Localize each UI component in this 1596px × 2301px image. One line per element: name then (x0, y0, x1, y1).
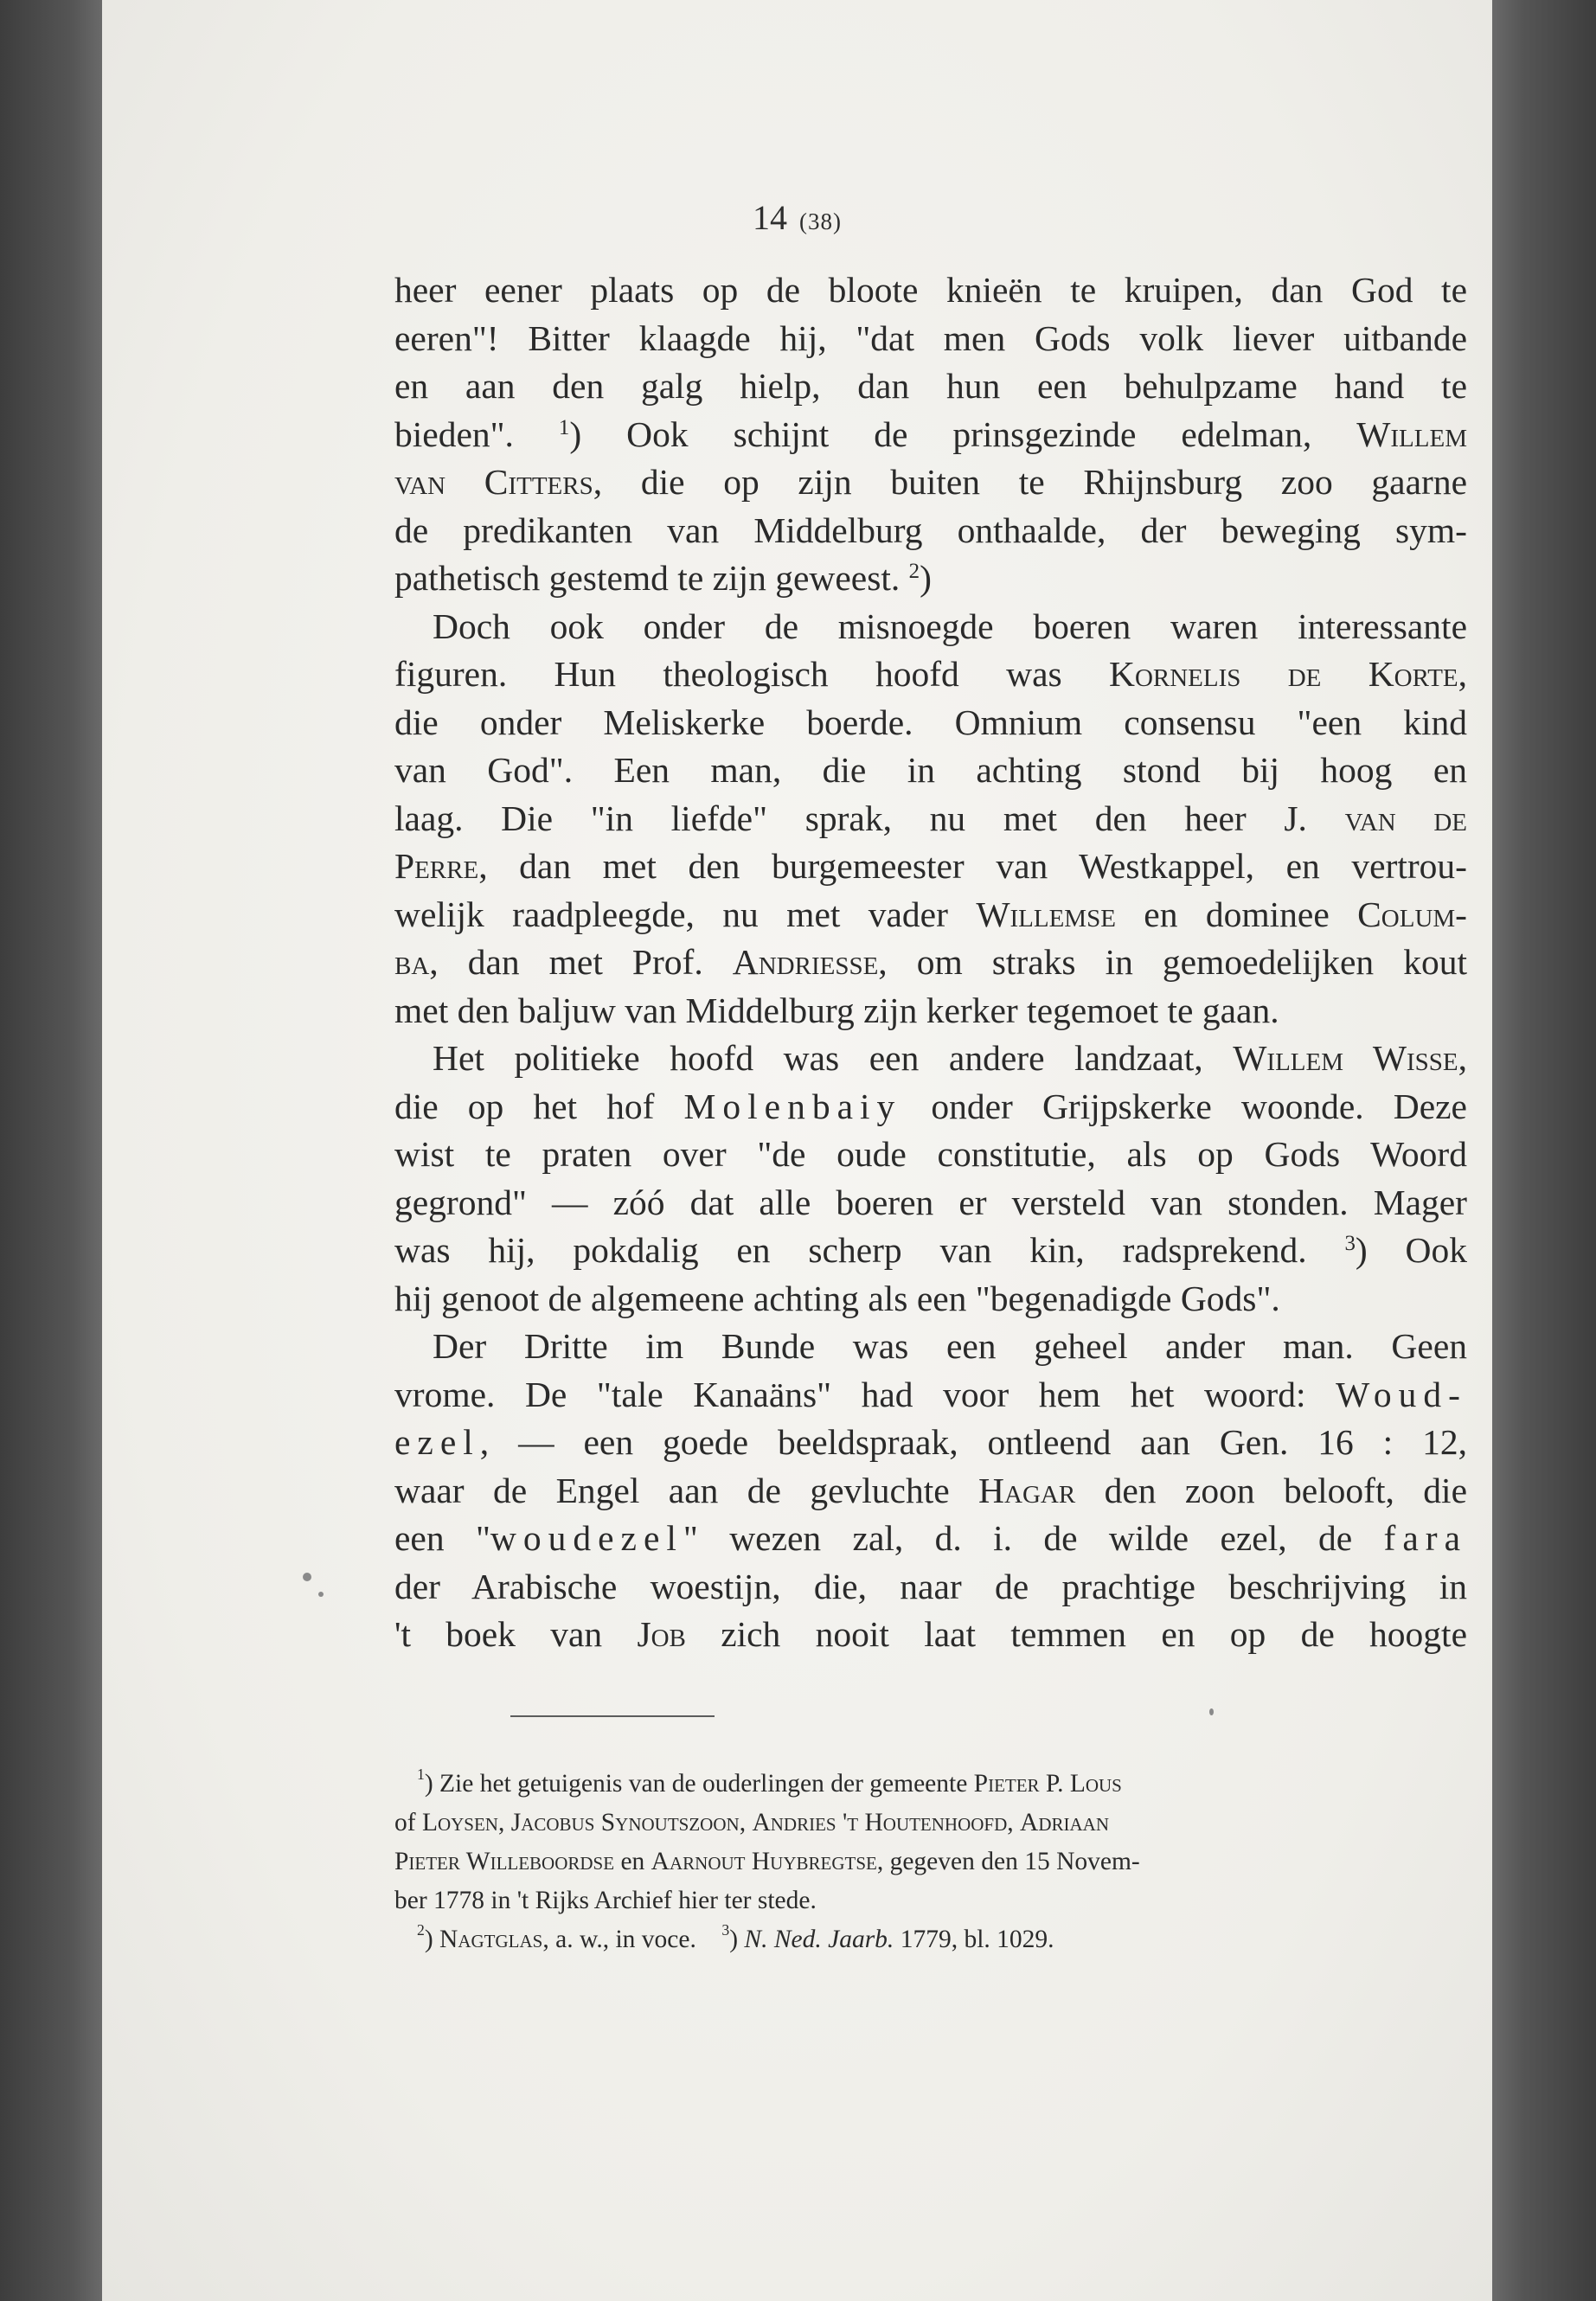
text-line: met den baljuw van Middelburg zijn kerker tegemoet te gaan. (394, 990, 1279, 1030)
text-segment: of (394, 1809, 422, 1836)
footnote-1-line (394, 1804, 1467, 1843)
text-segment: waar de Engel aan de gevluchte (394, 1470, 979, 1510)
footnote-marker: 1 (417, 1766, 425, 1783)
text-segment: laag. Die "in liefde" sprak, nu met den heer J. (394, 798, 1345, 838)
text-line (394, 651, 1467, 699)
person-name: Colum- (1357, 894, 1467, 934)
spaced-word: fara (1383, 1518, 1467, 1558)
text-line: de predikanten van Middelburg onthaalde, der beweging sym- (394, 510, 1467, 550)
text-segment: en dominee (1115, 894, 1358, 934)
text-segment: Het politieke hoofd was een andere landzaat, (433, 1038, 1234, 1078)
text-segment: zich nooit laat temmen en op de hoogte (685, 1614, 1467, 1654)
body-text (394, 266, 1467, 1659)
text-segment: , (1458, 1038, 1467, 1078)
text-segment: den zoon belooft, die (1075, 1470, 1467, 1510)
secondary-page-number: (38) (799, 208, 842, 234)
person-name: Perre (394, 846, 479, 886)
scan-speck (303, 1573, 311, 1581)
footnote-ref: 2 (908, 560, 920, 583)
text-segment: welijk raadpleegde, nu met vader (394, 894, 977, 934)
author-name: Nagtglas (439, 1926, 543, 1953)
footnote-2-3 (394, 1920, 1467, 1959)
text-line: gegrond" — zóó dat alle boeren er versteld van stonden. Mager (394, 1182, 1467, 1222)
text-segment: , a. w., in voce. (542, 1926, 696, 1953)
text-line (394, 1083, 1467, 1131)
text-line (394, 1035, 1467, 1083)
text-segment: , (497, 1809, 511, 1836)
person-name: Pieter P. Lous (973, 1770, 1122, 1798)
text-segment: ) Ook schijnt de prinsgezinde edelman, (569, 413, 1357, 454)
text-line: van God". Een man, die in achting stond bij hoog en (394, 750, 1467, 790)
text-segment: was hij, pokdalig en scherp van kin, radsprekend. (394, 1230, 1345, 1270)
footnote-marker: 2 (417, 1921, 425, 1939)
text-segment: " wezen zal, d. i. de wilde ezel, de (683, 1518, 1384, 1558)
page-header (102, 197, 1492, 238)
text-segment: , gegeven den 15 Novem- (876, 1848, 1140, 1875)
text-segment: die op het hof (394, 1086, 684, 1126)
text-segment: pathetisch gestemd te zijn geweest. (394, 558, 909, 598)
text-segment: vrome. De "tale Kanaäns" had voor hem het woord: (394, 1374, 1336, 1414)
page-number: 14 (753, 198, 787, 237)
text-line (394, 1611, 1467, 1659)
text-line (394, 843, 1467, 891)
person-name: Pieter Willeboordse (394, 1848, 615, 1875)
footnote-1-line: ber 1778 in 't Rijks Archief hier ter stede. (394, 1887, 817, 1914)
text-segment: bieden". (394, 413, 514, 454)
person-name: van Citters (394, 462, 593, 502)
text-segment: 1779, bl. 1029. (894, 1926, 1054, 1953)
footnote-1 (394, 1765, 1467, 1804)
footnote-marker: 3 (721, 1921, 730, 1939)
person-name: Willem Wisse (1233, 1038, 1458, 1078)
text-segment: figuren. Hun theologisch hoofd was (394, 654, 1109, 694)
footnote-divider (510, 1715, 715, 1717)
text-segment: , om straks in gemoedelijken kout (878, 942, 1467, 982)
text-line (394, 1371, 1467, 1420)
text-line: Der Dritte im Bunde was een geheel ander man. Geen (433, 1326, 1467, 1366)
text-segment: ) (920, 558, 932, 598)
text-line: heer eener plaats op de bloote knieën te kruipen, dan God te (394, 270, 1467, 310)
text-line (394, 1515, 1467, 1563)
text-line (394, 891, 1467, 939)
text-line (394, 411, 1467, 459)
text-segment: ) Zie het getuigenis van de ouderlingen der gemeente (424, 1770, 974, 1798)
text-segment: , — een goede beeldspraak, ontleend aan Gen. 16 : 12, (479, 1422, 1467, 1462)
person-name: Andries 't Houtenhoofd (752, 1809, 1008, 1836)
text-segment: , die op zijn buiten te Rhijnsburg zoo gaarne (593, 462, 1467, 502)
footnote-ref: 3 (1344, 1232, 1356, 1255)
person-name: Andriesse (732, 942, 879, 982)
text-segment: , dan met Prof. (429, 942, 733, 982)
person-name: Aarnout Huybregtse (651, 1848, 877, 1875)
text-segment: een " (394, 1518, 490, 1558)
person-name: Job (637, 1614, 686, 1654)
scan-edge-right (1492, 0, 1596, 2301)
text-segment: , (1458, 654, 1468, 694)
text-line (394, 795, 1467, 843)
place-name: Molenbaiy (683, 1086, 902, 1126)
scan-edge-left (0, 0, 102, 2301)
text-line (394, 554, 1467, 603)
footnote-1-line (394, 1843, 1467, 1881)
text-segment: , (739, 1809, 753, 1836)
scan-speck (1209, 1708, 1214, 1715)
book-page (102, 0, 1492, 2301)
person-name: Hagar (978, 1470, 1076, 1510)
person-name: Jacobus Synoutszoon (510, 1809, 740, 1836)
person-name: ba (394, 942, 430, 982)
text-segment: 't boek van (394, 1614, 638, 1654)
person-name: van de (1344, 798, 1467, 838)
spaced-word: ezel (394, 1422, 480, 1462)
spaced-word: Woud- (1336, 1374, 1467, 1414)
text-segment: , dan met den burgemeester van Westkappel, en vertrou- (478, 846, 1467, 886)
person-name: Willemse (976, 894, 1116, 934)
text-line (394, 1227, 1467, 1275)
text-line: der Arabische woestijn, die, naar de prachtige beschrijving in (394, 1566, 1467, 1606)
text-segment: ) (424, 1926, 440, 1953)
text-line: die onder Meliskerke boerde. Omnium consensu "een kind (394, 702, 1467, 742)
text-line: wist te praten over "de oude constitutie, als op Gods Woord (394, 1134, 1467, 1174)
text-line: en aan den galg hielp, dan hun een behulpzame hand te (394, 366, 1467, 406)
text-line (394, 939, 1467, 987)
text-line: hij genoot de algemeene achting als een "begenadigde Gods". (394, 1278, 1280, 1318)
text-line: Doch ook onder de misnoegde boeren waren interessante (433, 606, 1467, 646)
text-segment: ) Ook (1355, 1230, 1467, 1270)
publication-title: N. Ned. Jaarb. (744, 1926, 894, 1953)
text-segment: , (1007, 1809, 1021, 1836)
spaced-word: woudezel (490, 1518, 683, 1558)
text-segment: ) (729, 1926, 745, 1953)
text-segment: en (614, 1848, 651, 1875)
footnotes (394, 1765, 1467, 1959)
scan-speck (318, 1592, 324, 1597)
text-line (394, 1467, 1467, 1516)
text-line (394, 1419, 1467, 1467)
footnote-ref: 1 (558, 415, 570, 439)
text-segment: onder Grijpskerke woonde. Deze (901, 1086, 1467, 1126)
person-name: Willem (1356, 413, 1467, 454)
person-name: Kornelis de Korte (1108, 654, 1458, 694)
person-name: Adriaan (1020, 1809, 1109, 1836)
person-name: Loysen (421, 1809, 498, 1836)
text-line (394, 458, 1467, 507)
text-line: eeren"! Bitter klaagde hij, "dat men Gods volk liever uitbande (394, 317, 1467, 358)
